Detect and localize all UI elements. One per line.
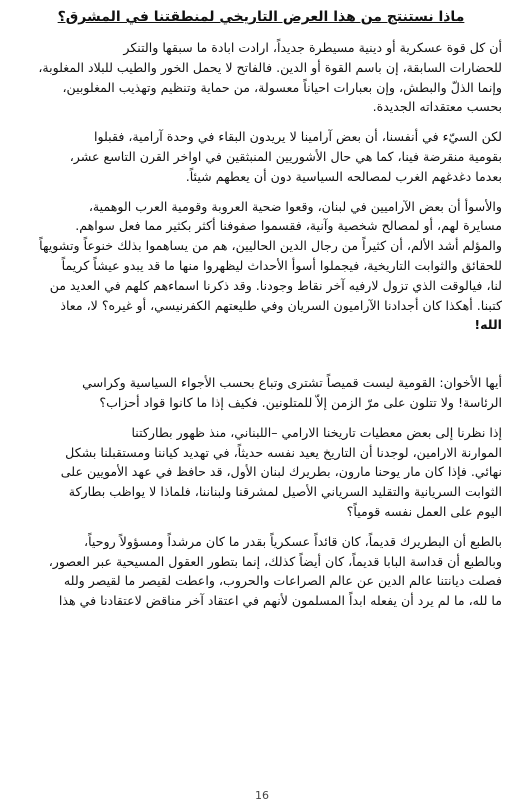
paragraph-line: مسايرة لهم، أو لمصالح شخصية وآنية، فقسموا صفوفنا أكثر بكثير مما فعل سواهم. [75,218,502,234]
section-gap [20,345,502,373]
paragraph-line: الله! [474,317,502,333]
paragraph-line: لكن السيّء في أنفسنا، أن بعض آرامينا لا يريدون البقاء في وحدة آرامية، فقبلوا [93,129,502,145]
paragraph-line: إذا نظرنا إلى بعض معطيات تاريخنا الارامي –اللبناني، منذ ظهور بطاركتنا [131,424,502,440]
paragraph-line: بقومية منقرضة فينا، كما هي حال الأشوريين المنبثقين في اواخر القرن التاسع عشر، [69,148,502,164]
paragraph-line: اليوم على العمل نفسه قومياً؟ [346,503,502,519]
paragraph-line: الرئاسة! ولا تتلون على مرّ الزمن إلاّ للمتلونين. فكيف إذا ما كانوا قواد أحزاب؟ [99,394,502,410]
paragraph-line: وبالطبع أن قداسة البابا قديماً، كان أيضاً كذلك، إنما بتطور العقول المسيحية عبر العصور، [48,553,502,569]
paragraph-line: بالطبع أن البطريرك قديماً، كان قائداً عسكرياً بقدر ما كان مرشداً ومسؤولاً روحياً، [84,533,502,549]
page-number: 16 [255,789,269,802]
paragraph-2 [20,127,502,186]
paragraph-line: فصلت ديانتنا عالم الدين عن عالم الصراعات والحروب، واعطت لقيصر ما لقيصر ولله [63,573,502,589]
page-title: ماذا نستنتج من هذا العرض التاريخي لمنطقتنا في المشرق؟ [57,9,465,25]
paragraph-line: بحسب معتقداته الجديدة. [372,99,502,115]
paragraph-line: ما لله، ما لم يرد أن يفعله ابداً المسلمون لأنهم في اعتقاد آخر مناقض لاعتقادنا في هذا [58,593,502,609]
paragraph-1 [20,38,502,117]
paragraph-line: الموارنة الارامين، لوجدنا أن التاريخ يعيد نفسه حديثاً، في تهديد كياننا ومستقبلنا بشكل [65,444,502,460]
paragraph-line: للحضارات السابقة، إن باسم القوة أو الدين. فالفاتح لا يحمل الخور والطيب للبلاد المغلوبة، [38,59,502,75]
paragraph-line: بعدما دغدغهم الغرب لمصالحه السياسية دون أن يعطهم شيئاً. [185,168,502,184]
paragraph-line: لنا، فيالوقت الذي تزول لارفيه آخر نقاط وجودنا. وقد ذكرنا اسماءهم كلهم في العديد من [49,277,502,293]
paragraph-5 [20,423,502,522]
paragraph-6 [20,532,502,611]
paragraph-line: نهائي. فإذا كان مار يوحنا مارون، بطريرك لبنان الأول، قد حافظ في عهد الأمويين على [60,464,502,480]
paragraph-line: والأسوأ أن بعض الآراميين في لبنان، وقعوا ضحية العروبة وقومية العرب الوهمية، [88,198,502,214]
paragraph-4 [20,373,502,413]
paragraph-line: والمؤلم أشد الألم، أن كثيراً من رجال الدين الحاليين، هم من يساهموا بذلك خنوعاً وتشويهاً [39,238,502,254]
paragraph-line: كتبنا. أهكذا كان أجدادنا الآراميون السريان وفي طليعتهم الكفرنيسي، أو غيره؟ لا، معاذ [60,297,502,313]
paragraph-line: وإنما الذلّ والبطش، وإن بعبارات احياناً معسولة، من حماية وتنظيم وتهذيب المغلوبين، [62,79,502,95]
paragraph-line: للحقائق والثوابت التاريخية، فيجملوا أسوأ الأحداث ليظهروا منها ما قد يبدو عيشاً كريماً [61,257,502,273]
paragraph-line: الثوابت السريانية والتقليد السرياني الأصيل لمشرقنا ولبناننا، فلماذا لا يواظب بطاركة [68,484,502,500]
paragraph-3 [20,197,502,336]
paragraph-line: أيها الأخوان: القومية ليست قميصاً تشترى وتباع بحسب الأجواء السياسية وكراسي [82,375,502,391]
paragraph-line: أن كل قوة عسكرية أو دينية مسيطرة جديداً، ارادت ابادة ما سبقها والتنكر [123,40,502,55]
